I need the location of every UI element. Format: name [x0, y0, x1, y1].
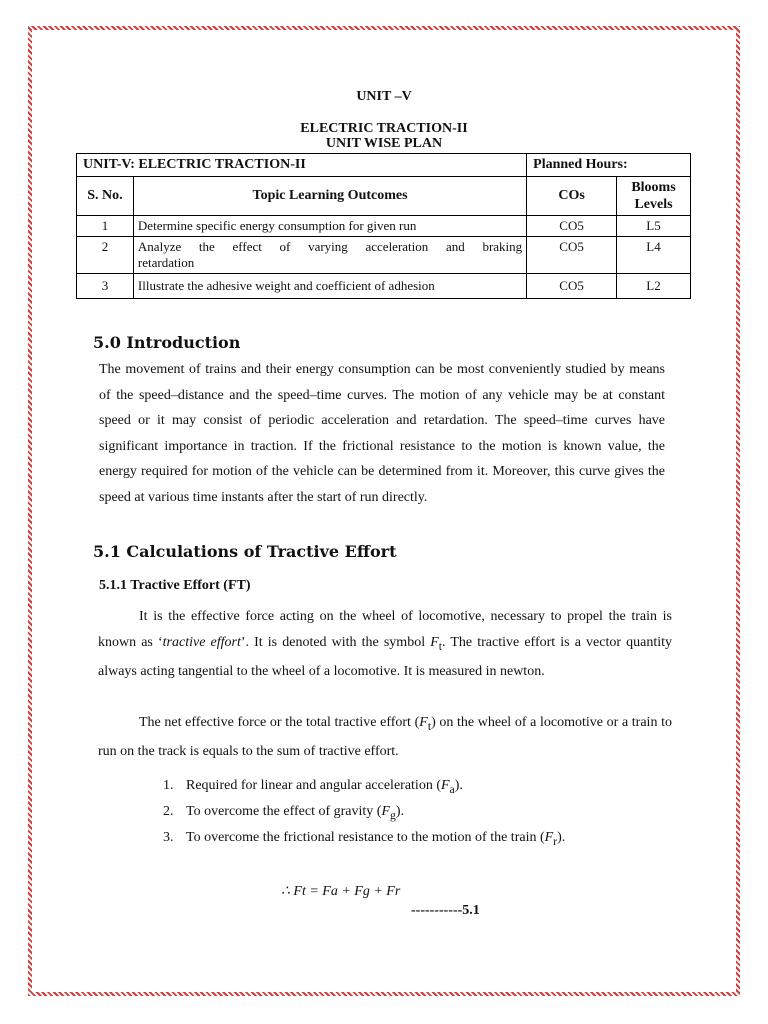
intro-heading: 5.0 Introduction — [93, 333, 241, 352]
tractive-effort-paragraph — [98, 604, 672, 684]
col-header-cos: COs — [527, 177, 617, 216]
row-co: CO5 — [527, 216, 617, 237]
table-row — [77, 237, 691, 274]
row-level: L4 — [617, 237, 691, 274]
row-sno: 2 — [77, 237, 134, 274]
para1-text-a: It is the effective force acting on the wheel of locomotive, necessary to propel the train is known as ‘ — [98, 609, 672, 650]
intro-paragraph: The movement of trains and their energy consumption can be most conveniently studied by means of the speed–distance and the speed–time curves. The motion of any vehicle may be at constant speed or it may consist of periodic acceleration and retardation. The speed–time curves have significant importance in traction. If the frictional resistance to the motion is known value, the energy required for motion of the vehicle can be determined from it. Moreover, this curve gives the speed at various time instants after the start of run directly. — [99, 362, 665, 505]
para2-text-a: The net effective force or the total tractive effort ( — [139, 715, 420, 730]
table-title-row — [77, 154, 691, 177]
symbol-subscript: t — [438, 639, 443, 653]
col-header-blooms: Blooms Levels — [617, 177, 691, 216]
row-outcome: Determine specific energy consumption for given run — [133, 216, 526, 237]
table-header-row — [77, 177, 691, 216]
row-sno: 1 — [77, 216, 134, 237]
symbol-f: F — [419, 715, 428, 730]
unit-plan-table — [76, 153, 691, 299]
row-level: L2 — [617, 274, 691, 299]
list-item: 1. Required for linear and angular acceleration $(F_a)$. — [163, 778, 463, 796]
components-list — [163, 778, 565, 856]
para1-text-c: . The tractive effort is a vector quantity always acting tangential to the wheel of a locomotive. It is measured in newton. — [98, 634, 672, 679]
table-row — [77, 274, 691, 299]
section-heading: 5.1 Calculations of Tractive Effort — [93, 542, 397, 561]
tractive-effort-equation: ∴ Ft = Fa + Fg + Fr — [281, 884, 401, 899]
row-level: L5 — [617, 216, 691, 237]
page-subtitle: UNIT WISE PLAN — [325, 136, 443, 151]
unit-label: UNIT –V — [356, 89, 412, 104]
row-co: CO5 — [527, 274, 617, 299]
col-header-outcomes: Topic Learning Outcomes — [133, 177, 526, 216]
equation-number: -----------5.1 — [411, 903, 480, 918]
para2-text-b: ) on the wheel of a locomotive or a train to run on the track is equals to the sum of tractive effort. — [98, 715, 672, 760]
table-row — [77, 216, 691, 237]
symbol-f: F — [430, 634, 439, 650]
row-co: CO5 — [527, 237, 617, 274]
net-effort-paragraph — [98, 710, 672, 765]
table-title: UNIT-V: ELECTRIC TRACTION-II — [77, 154, 527, 177]
page-title: ELECTRIC TRACTION-II — [300, 121, 468, 136]
row-sno: 3 — [77, 274, 134, 299]
tractive-effort-term: tractive effort — [162, 634, 241, 650]
symbol-subscript: t — [427, 719, 432, 733]
list-item: 2. To overcome the effect of gravity $(F_g)$. — [163, 804, 405, 822]
row-outcome: Illustrate the adhesive weight and coefficient of adhesion — [133, 274, 526, 299]
col-header-sno: S. No. — [77, 177, 134, 216]
para1-text-b: ’. It is denoted with the symbol — [240, 634, 431, 650]
planned-hours-label: Planned Hours: — [527, 154, 691, 177]
list-item: 3. To overcome the frictional resistance to the motion of the train $(F_r)$. — [163, 830, 566, 848]
subsection-heading: 5.1.1 Tractive Effort (FT) — [99, 578, 251, 593]
row-outcome: Analyze the effect of varying acceleration and braking retardation — [133, 237, 526, 274]
